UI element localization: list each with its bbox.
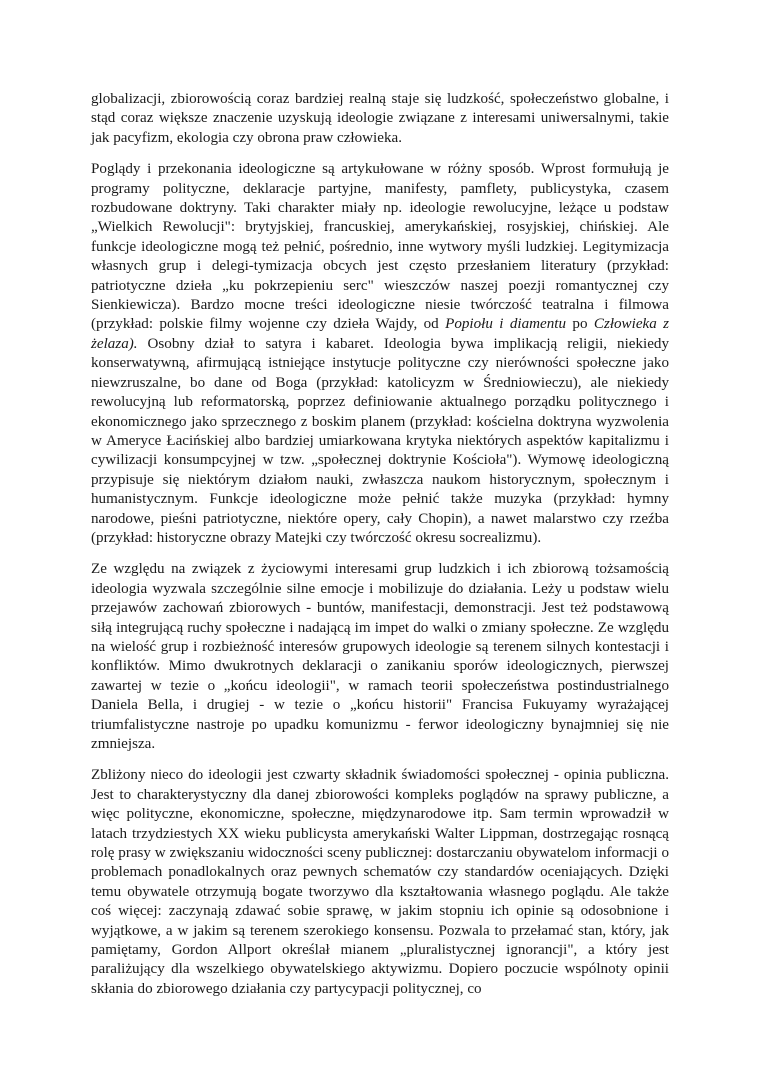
italic-film-title: Popiołu i diamentu (445, 316, 567, 333)
text-segment: globalizacji, zbiorowością coraz bardziej realną staje się ludzkość, społeczeństwo globalne, i stąd coraz większe znaczenie uzyskują ideologie związane z interesami uniwersalnymi, takie jak pacyfizm, ekologia czy obrona praw człowieka. (91, 91, 669, 146)
italic-film-title: Człowieka z żelaza). (91, 316, 670, 352)
text-segment: Osobny dział to satyra i kabaret. Ideologia bywa implikacją religii, niekiedy konserwatywną, afirmującą istniejące instytucje polityczne czy nierówności społeczne jako niewzruszalne, bo dane od Boga (przykład: katolicyzm w Średniowieczu), ale niekiedy rewolucyjną lub reformatorską, poprzez definiowanie aktualnego porządku politycznego i ekonomicznego jako sprzecznego z boskim planem (przykład: kościelna doktryna wyzwolenia w Ameryce Łacińskiej albo bardziej umiarkowana krytyka niektórych aspektów kapitalizmu i cywilizacji konsumpcyjnej w tzw. „społecznej doktrynie Kościoła"). Wymowę ideologiczną przypisuje się niektórym działom nauki, zwłaszcza naukom historycznym, społecznym i humanistycznym. Funkcje ideologiczne może pełnić także muzyka (przykład: hymny narodowe, pieśni patriotyczne, niektóre opery, cały Chopin), a nawet malarstwo czy rzeźba (przykład: historyczne obrazy Matejki czy twórczość okresu socrealizmu). (91, 335, 669, 546)
text-segment: Zbliżony nieco do ideologii jest czwarty składnik świadomości społecznej - opinia publiczna. Jest to charakterystyczny dla danej zbiorowości kompleks poglądów na sprawy publiczne, a więc polityczne, ekonomiczne, społeczne, międzynarodowe itp. Sam termin wprowadził w latach trzydziestych XX wieku publicysta amerykański Walter Lippman, dostrzegając rosnącą rolę prasy w zwiększaniu widoczności sceny publicznej: dostarczaniu obywatelom informacji o problemach ponadlokalnych oraz pewnych schematów czy standardów oceniających. Dzięki temu obywatele otrzymują bogate tworzywo dla kształtowania własnego poglądu. Ale także coś więcej: zaczynają zdawać sobie sprawę, w jakim stopniu ich opinie są odosobnione i wyjątkowe, a w jakim są terenem szerokiego konsensu. Pozwala to przełamać stan, który, jak pamiętamy, Gordon Allport określał mianem „pluralistycznej ignorancji", a który jest paraliżujący dla wszelkiego obywatelskiego aktywizmu. Dopiero poczucie wspólnoty opinii skłania do zbiorowego działania czy partycypacji politycznej, co (91, 767, 669, 997)
body-text (91, 90, 669, 1011)
paragraph-ideology-emotions (91, 560, 669, 754)
text-segment: Ze względu na związek z życiowymi interesami grup ludzkich i ich zbiorową tożsamością ideologia wyzwala szczególnie silne emocje i mobilizuje do działania. Leży u podstaw wielu przejawów zachowań zbiorowych - buntów, manifestacji, demonstracji. Jest też podstawową siłą integrującą ruchy społeczne i nadającą im impet do walki o zmiany społeczne. Ze względu na wielość grup i rozbieżność interesów grupowych ideologie są terenem silnych kontestacji i konfliktów. Mimo dwukrotnych deklaracji o zanikaniu sporów ideologicznych, pierwszej zawartej w tezie o „końcu ideologii", w ramach teorii społeczeństwa postindustrialnego Daniela Bella, i drugiej - w tezie o „końcu historii" Francisa Fukuyamy wyrażającej triumfalistyczne nastroje po upadku komunizmu - ferwor ideologiczny bynajmniej się nie zmniejsza. (91, 561, 669, 752)
paragraph-public-opinion (91, 766, 669, 999)
text-segment: po (566, 316, 594, 333)
paragraph-globalization (91, 90, 669, 148)
text-segment: Poglądy i przekonania ideologiczne są artykułowane w różny sposób. Wprost formułują je programy polityczne, deklaracje partyjne, manifesty, pamflety, publicystyka, czasem rozbudowane doktryny. Taki charakter miały np. ideologie rewolucyjne, leżące u podstaw „Wielkich Rewolucji": brytyjskiej, francuskiej, amerykańskiej, rosyjskiej, chińskiej. Ale funkcje ideologiczne mogą też pełnić, pośrednio, inne wytwory myśli ludzkiej. Legitymizacja własnych grup i delegi-tymizacja obcych jest często przesłaniem literatury (przykład: patriotyczne dzieła „ku pokrzepieniu serc" wieszczów naszej poezji romantycznej czy Sienkiewicza). Bardzo mocne treści ideologiczne niesie twórczość teatralna i filmowa (przykład: polskie filmy wojenne czy dzieła Wajdy, od (91, 161, 669, 333)
paragraph-ideological-expression (91, 160, 669, 548)
